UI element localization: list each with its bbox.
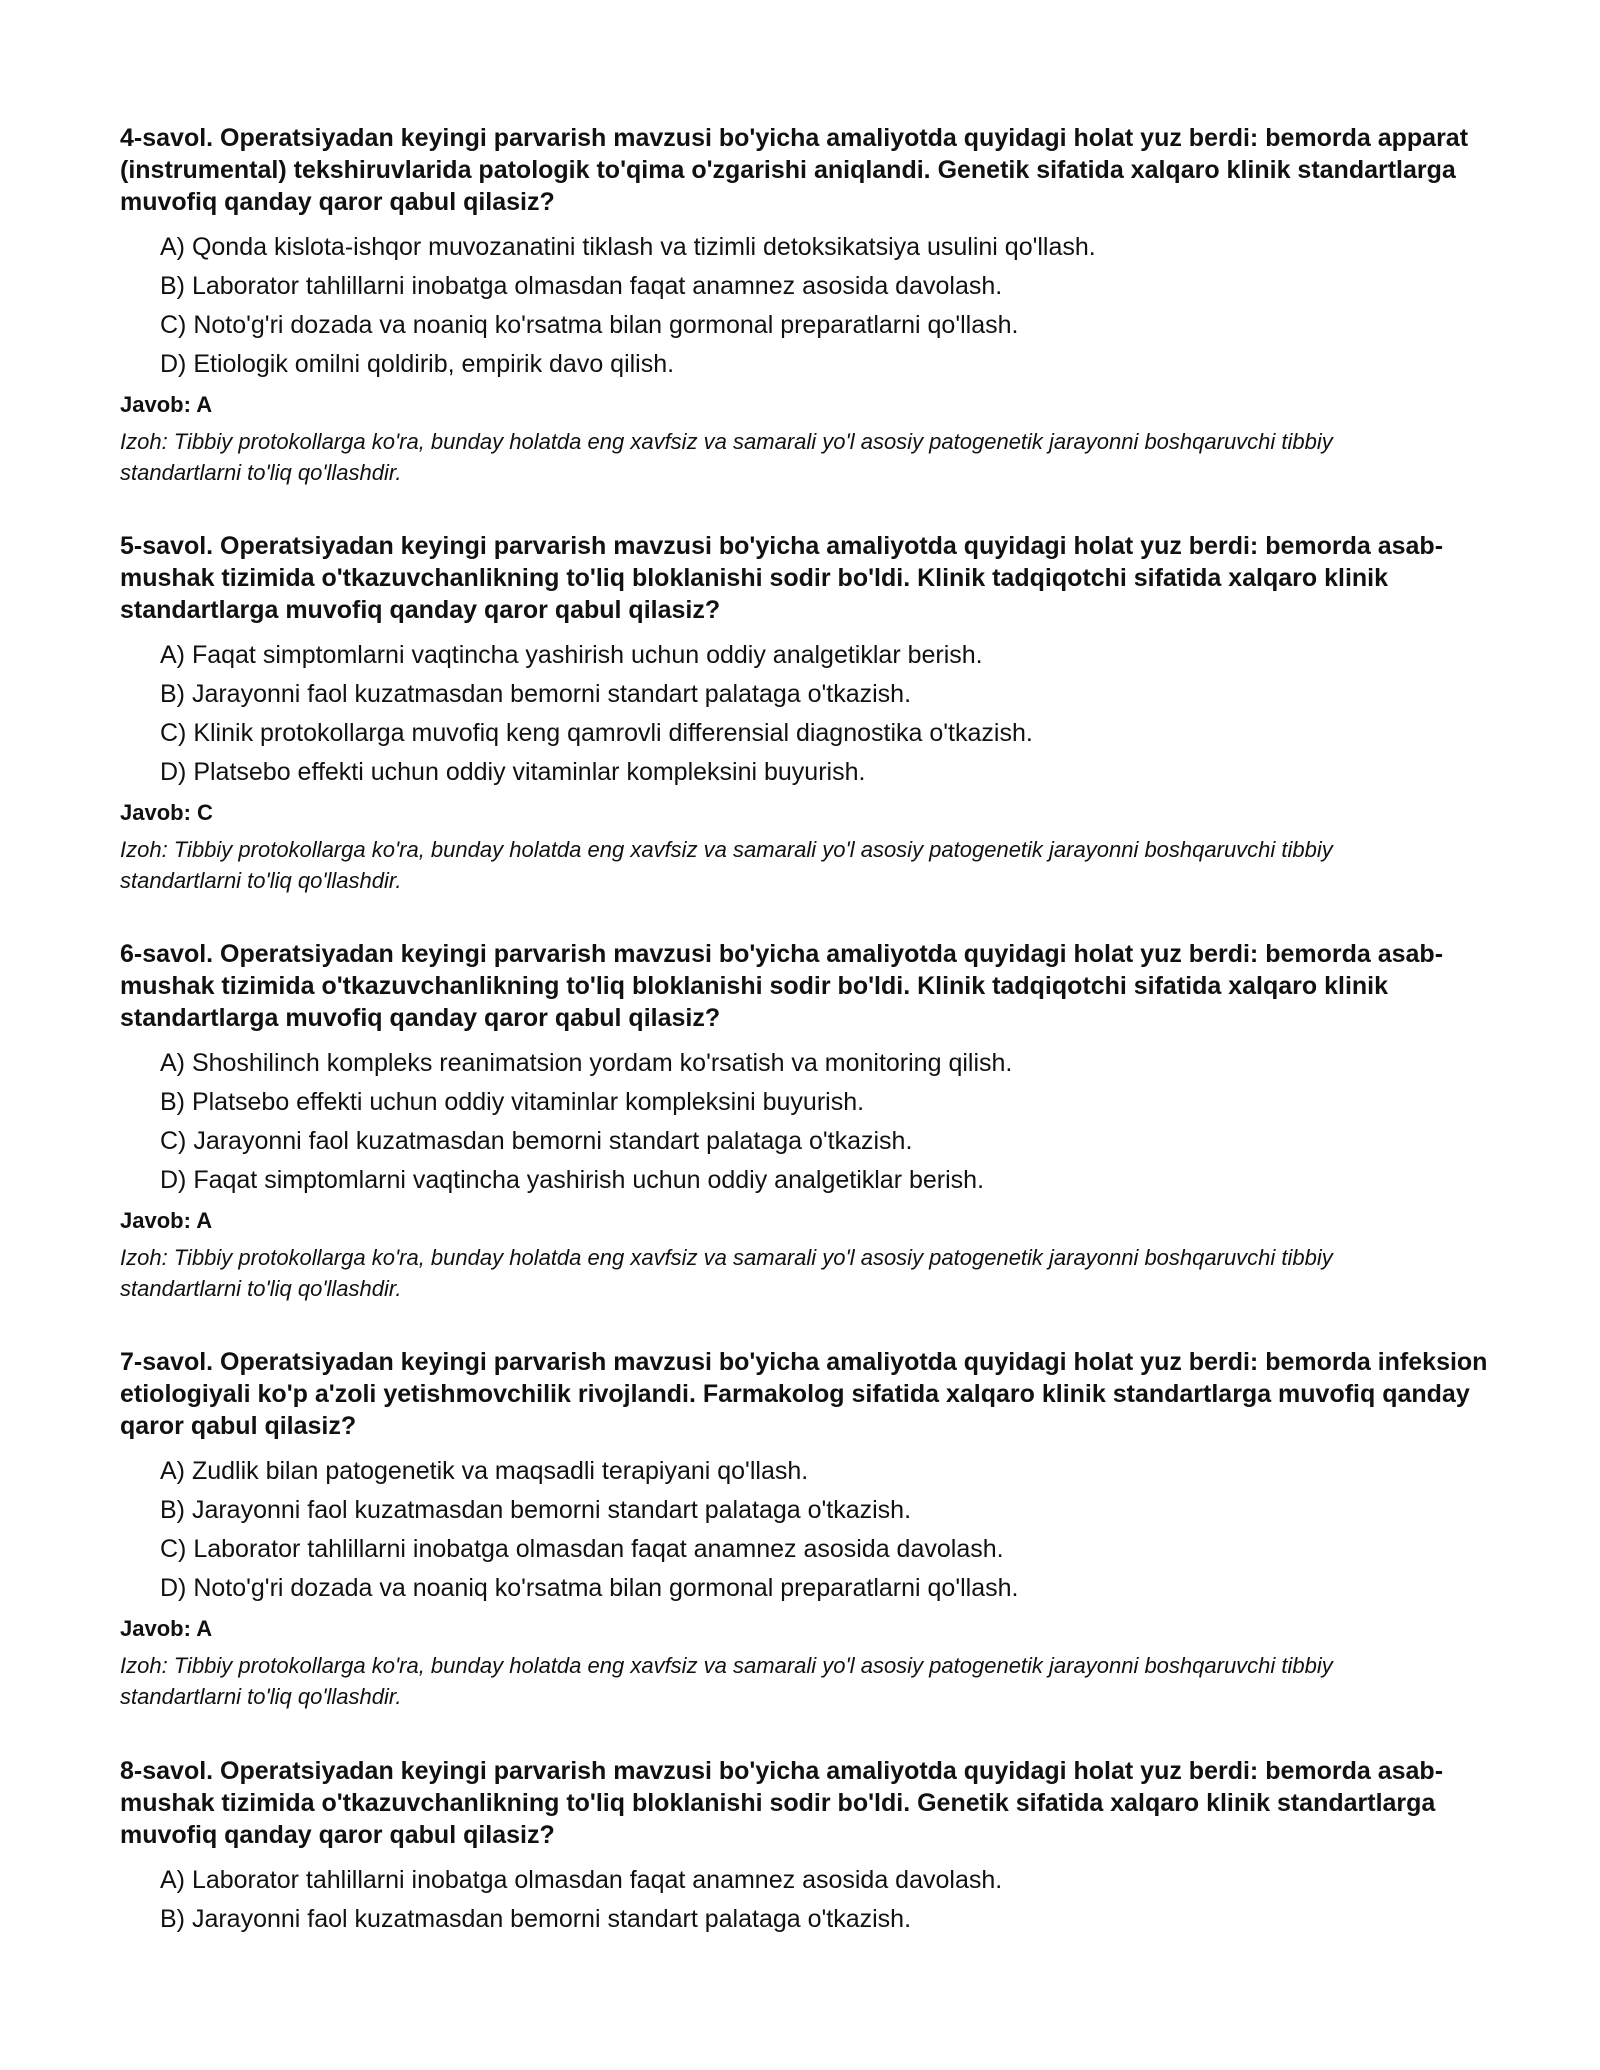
options-list xyxy=(160,636,1500,792)
explanation-note: Izoh: Tibbiy protokollarga ko'ra, bunday holatda eng xavfsiz va samarali yo'l asosiy patogenetik jarayonni boshqaruvchi tibbiy standartlarni to'liq qo'llashdir. xyxy=(120,1653,1333,1709)
option-d: D) Etiologik omilni qoldirib, empirik davo qilish. xyxy=(160,350,675,378)
option-d: D) Noto'g'ri dozada va noaniq ko'rsatma bilan gormonal preparatlarni qo'llash. xyxy=(160,1574,1019,1602)
question-title: 6-savol. Operatsiyadan keyingi parvarish mavzusi bo'yicha amaliyotda quyidagi holat yuz berdi: bemorda asab-mushak tizimida o'tkazuvchanlikning to'liq bloklanishi sodir bo'ldi. Klinik tadqiqotchi sifatida xalqaro klinik standartlarga muvofiq qanday qaror qabul qilasiz? xyxy=(120,940,1444,1032)
option-b: B) Jarayonni faol kuzatmasdan bemorni standart palataga o'tkazish. xyxy=(160,1496,912,1524)
answer-label: Javob: A xyxy=(120,1208,213,1233)
options-list xyxy=(160,1044,1500,1200)
option-a: A) Shoshilinch kompleks reanimatsion yordam ko'rsatish va monitoring qilish. xyxy=(160,1049,1013,1077)
option-b: B) Jarayonni faol kuzatmasdan bemorni standart palataga o'tkazish. xyxy=(160,680,912,708)
option-d: D) Platsebo effekti uchun oddiy vitaminlar kompleksini buyurish. xyxy=(160,758,866,786)
question-7 xyxy=(120,1346,1500,1712)
answer-label: Javob: A xyxy=(120,1616,213,1641)
question-title: 4-savol. Operatsiyadan keyingi parvarish mavzusi bo'yicha amaliyotda quyidagi holat yuz berdi: bemorda apparat (instrumental) tekshiruvlarida patologik to'qima o'zgarishi aniqlandi. Genetik sifatida xalqaro klinik standartlarga muvofiq qanday qaror qabul qilasiz? xyxy=(120,124,1469,216)
question-title: 8-savol. Operatsiyadan keyingi parvarish mavzusi bo'yicha amaliyotda quyidagi holat yuz berdi: bemorda asab-mushak tizimida o'tkazuvchanlikning to'liq bloklanishi sodir bo'ldi. Genetik sifatida xalqaro klinik standartlarga muvofiq qanday qaror qabul qilasiz? xyxy=(120,1757,1444,1849)
explanation-note: Izoh: Tibbiy protokollarga ko'ra, bunday holatda eng xavfsiz va samarali yo'l asosiy patogenetik jarayonni boshqaruvchi tibbiy standartlarni to'liq qo'llashdir. xyxy=(120,837,1333,893)
option-b: B) Jarayonni faol kuzatmasdan bemorni standart palataga o'tkazish. xyxy=(160,1905,912,1933)
question-6 xyxy=(120,938,1500,1304)
option-b: B) Laborator tahlillarni inobatga olmasdan faqat anamnez asosida davolash. xyxy=(160,272,1003,300)
options-list xyxy=(160,1452,1500,1608)
explanation-note: Izoh: Tibbiy protokollarga ko'ra, bunday holatda eng xavfsiz va samarali yo'l asosiy patogenetik jarayonni boshqaruvchi tibbiy standartlarni to'liq qo'llashdir. xyxy=(120,1245,1333,1301)
option-c: C) Klinik protokollarga muvofiq keng qamrovli differensial diagnostika o'tkazish. xyxy=(160,719,1033,747)
option-c: C) Laborator tahlillarni inobatga olmasdan faqat anamnez asosida davolash. xyxy=(160,1535,1004,1563)
explanation-note: Izoh: Tibbiy protokollarga ko'ra, bunday holatda eng xavfsiz va samarali yo'l asosiy patogenetik jarayonni boshqaruvchi tibbiy standartlarni to'liq qo'llashdir. xyxy=(120,429,1333,485)
answer-label: Javob: C xyxy=(120,800,213,825)
option-a: A) Qonda kislota-ishqor muvozanatini tiklash va tizimli detoksikatsiya usulini qo'llash. xyxy=(160,233,1096,261)
question-4 xyxy=(120,122,1500,488)
options-list xyxy=(160,228,1500,384)
option-a: A) Laborator tahlillarni inobatga olmasdan faqat anamnez asosida davolash. xyxy=(160,1866,1003,1894)
option-c: C) Jarayonni faol kuzatmasdan bemorni standart palataga o'tkazish. xyxy=(160,1127,913,1155)
question-5 xyxy=(120,530,1500,896)
option-a: A) Faqat simptomlarni vaqtincha yashirish uchun oddiy analgetiklar berish. xyxy=(160,641,983,669)
option-b: B) Platsebo effekti uchun oddiy vitaminlar kompleksini buyurish. xyxy=(160,1088,865,1116)
question-title: 7-savol. Operatsiyadan keyingi parvarish mavzusi bo'yicha amaliyotda quyidagi holat yuz berdi: bemorda infeksion etiologiyali ko'p a'zoli yetishmovchilik rivojlandi. Farmakolog sifatida xalqaro klinik standartlarga muvofiq qanday qaror qabul qilasiz? xyxy=(120,1348,1488,1440)
option-a: A) Zudlik bilan patogenetik va maqsadli terapiyani qo'llash. xyxy=(160,1457,809,1485)
question-title: 5-savol. Operatsiyadan keyingi parvarish mavzusi bo'yicha amaliyotda quyidagi holat yuz berdi: bemorda asab-mushak tizimida o'tkazuvchanlikning to'liq bloklanishi sodir bo'ldi. Klinik tadqiqotchi sifatida xalqaro klinik standartlarga muvofiq qanday qaror qabul qilasiz? xyxy=(120,532,1444,624)
option-d: D) Faqat simptomlarni vaqtincha yashirish uchun oddiy analgetiklar berish. xyxy=(160,1166,985,1194)
options-list xyxy=(160,1861,1500,1939)
answer-label: Javob: A xyxy=(120,392,213,417)
question-8 xyxy=(120,1755,1500,1939)
option-c: C) Noto'g'ri dozada va noaniq ko'rsatma bilan gormonal preparatlarni qo'llash. xyxy=(160,311,1019,339)
